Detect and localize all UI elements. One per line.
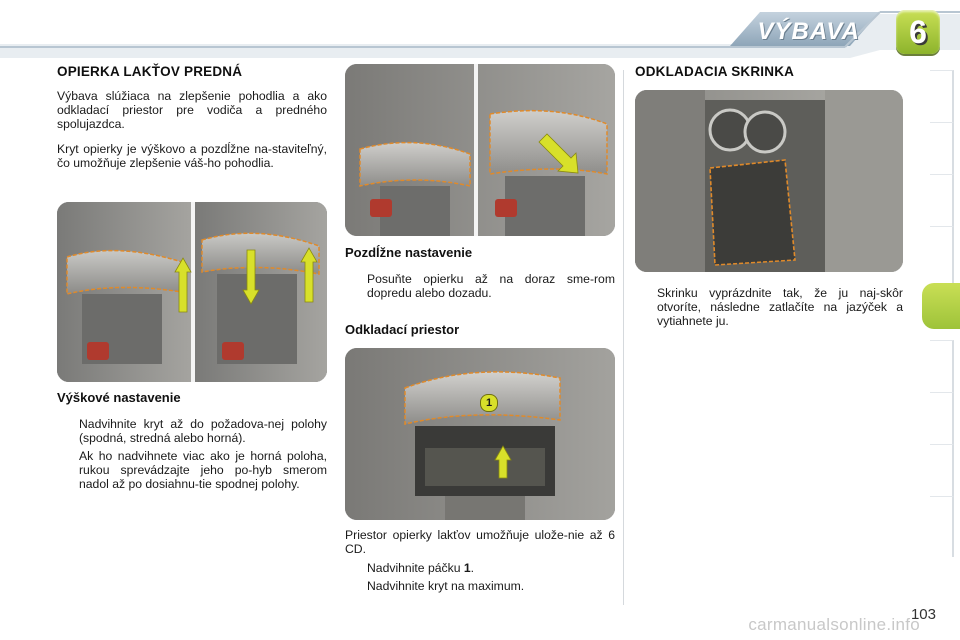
chapter-title: VÝBAVA	[757, 18, 860, 45]
armrest-storage-photo	[345, 348, 615, 520]
list-item	[345, 272, 615, 300]
longitudinal-adjustment-title: Pozdĺžne nastavenie	[345, 245, 473, 260]
height-adjustment-title: Výškové nastavenie	[57, 390, 181, 405]
chapter-tab[interactable]	[930, 226, 954, 287]
bullet-text	[367, 561, 615, 575]
storage-box-title-wrap	[635, 64, 905, 79]
bullet-icon	[345, 272, 367, 300]
bullet-icon	[57, 449, 79, 491]
list-item	[57, 449, 327, 491]
bullet-icon	[345, 561, 367, 575]
storage-title-wrap	[345, 322, 615, 337]
chapter-tab-active[interactable]	[922, 283, 960, 329]
watermark: carmanualsonline.info	[748, 615, 920, 634]
callout-marker: 1	[480, 394, 498, 412]
longitudinal-adjustment-section	[345, 245, 615, 300]
page-number: 103	[910, 606, 936, 623]
list-item	[635, 286, 903, 328]
page-header	[0, 0, 960, 62]
lever-number: 1	[463, 561, 471, 575]
bullet-text-start: Nadvihnite páčku	[367, 561, 464, 575]
bullet-icon	[57, 417, 79, 445]
bullet-text-end: .	[470, 561, 475, 575]
list-item	[345, 579, 615, 593]
bullet-text: Skrinku vyprázdnite tak, že ju naj-skôr otvoríte, následne zatlačíte na jazýček a vytiahnete ju.	[657, 286, 903, 328]
storage-box-photo	[635, 90, 903, 272]
storage-compartment-title: Odkladací priestor	[345, 322, 460, 337]
storage-compartment-section	[345, 528, 615, 593]
chapter-tab[interactable]	[930, 496, 954, 557]
storage-paragraph: Priestor opierky lakťov umožňuje ulože-nie až 6 CD.	[345, 528, 615, 556]
list-item	[57, 417, 327, 445]
bullet-text: Ak ho nadvihnete viac ako je horná poloha, rukou sprevádzajte jeho po-hyb smerom nadol až po dosiahnu-tie spodnej polohy.	[79, 449, 327, 491]
bullet-text: Nadvihnite kryt na maximum.	[367, 579, 525, 593]
section-title-storage-box: ODKLADACIA SKRINKA	[635, 64, 795, 79]
chapter-number-badge[interactable]	[896, 10, 940, 54]
armrest-longitudinal-photo	[345, 64, 615, 236]
height-adjustment-section	[57, 390, 327, 491]
bullet-text: Posuňte opierku až na doraz sme-rom dopredu alebo dozadu.	[367, 272, 615, 300]
adjustment-paragraph: Kryt opierky je výškovo a pozdĺžne na-staviteľný, čo umožňuje zlepšenie váš-ho pohodlia.	[57, 142, 327, 170]
column-divider	[623, 70, 624, 605]
left-column	[57, 64, 327, 170]
bullet-icon	[635, 286, 657, 328]
section-title-front-armrest: OPIERKA LAKŤOV PREDNÁ	[57, 64, 243, 79]
armrest-height-photo	[57, 202, 327, 382]
bullet-text: Nadvihnite kryt až do požadova-nej polohy (spodná, stredná alebo horná).	[79, 417, 327, 445]
storage-box-section	[635, 282, 903, 328]
intro-paragraph: Výbava slúžiaca na zlepšenie pohodlia a ako odkladací priestor pre vodiča a predného spolujazdca.	[57, 89, 327, 131]
bullet-icon	[345, 579, 367, 593]
list-item	[345, 561, 615, 575]
chapter-number: 6	[909, 13, 927, 50]
